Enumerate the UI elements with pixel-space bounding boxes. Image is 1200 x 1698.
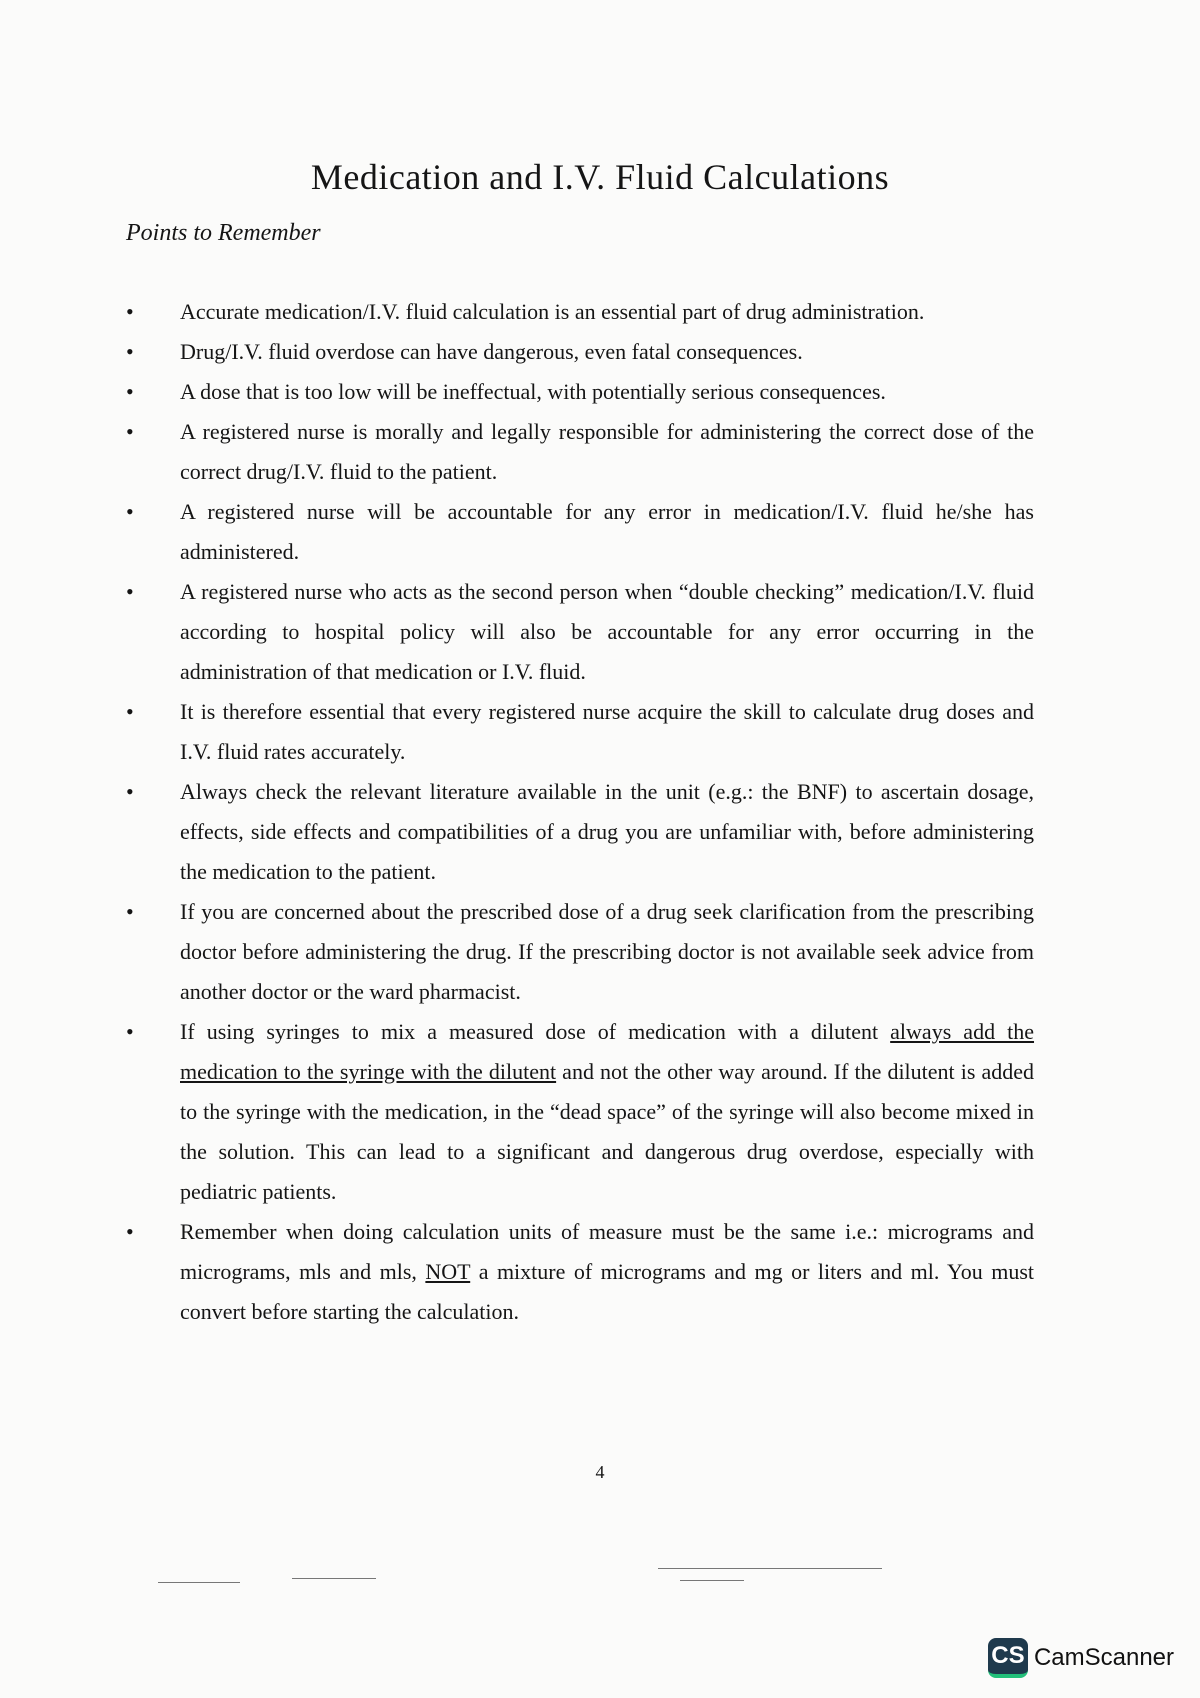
bullet-marker: •: [126, 1019, 134, 1044]
list-item: • A registered nurse who acts as the second person when “double checking” medication/I.V. fluid according to hospital policy will also be accountable for any error occurring in the administration of that medication or I.V. fluid.: [124, 572, 1034, 692]
signature-line: [292, 1578, 376, 1579]
bullet-marker: •: [126, 299, 134, 324]
camscanner-watermark: [988, 1638, 1174, 1678]
list-item: • Always check the relevant literature available in the unit (e.g.: the BNF) to ascertain dosage, effects, side effects and compatibilities of a drug you are unfamiliar with, before administering the medication to the patient.: [124, 772, 1034, 892]
page-number: 4: [595, 1462, 605, 1482]
bullet-marker: •: [126, 779, 134, 804]
camscanner-text: CamScanner: [1033, 1644, 1174, 1671]
camscanner-logo-icon: CS: [988, 1638, 1028, 1678]
list-item: • It is therefore essential that every registered nurse acquire the skill to calculate drug doses and I.V. fluid rates accurately.: [124, 692, 1034, 772]
bullet-marker: •: [126, 419, 134, 444]
signature-line: [658, 1568, 882, 1569]
underlined-emphasis: NOT: [425, 1259, 471, 1284]
list-item: • A registered nurse is morally and legally responsible for administering the correct dose of the correct drug/I.V. fluid to the patient.: [124, 412, 1034, 492]
list-item: • If you are concerned about the prescribed dose of a drug seek clarification from the prescribing doctor before administering the drug. If the prescribing doctor is not available seek advice from another doctor or the ward pharmacist.: [124, 892, 1034, 1012]
list-item: • A dose that is too low will be ineffectual, with potentially serious consequences.: [124, 372, 1034, 412]
bullet-marker: •: [126, 379, 134, 404]
bullet-marker: •: [126, 699, 134, 724]
bullet-list: [124, 292, 1034, 1332]
underlined-emphasis: always add the medication to the syringe with the dilutent: [180, 1019, 1035, 1084]
list-item-units: • Remember when doing calculation units of measure must be the same i.e.: micrograms and micrograms, mls and mls, NOT a mixture of micrograms and mg or liters and ml. You must convert before starting the calculation.: [124, 1212, 1034, 1332]
list-item-syringe: • If using syringes to mix a measured dose of medication with a dilutent always add the medication to the syringe with the dilutent and not the other way around. If the dilutent is added to the syringe with the medication, in the “dead space” of the syringe will also become mixed in the solution. This can lead to a significant and dangerous drug overdose, especially with pediatric patients.: [124, 1012, 1034, 1212]
bullet-marker: •: [126, 579, 134, 604]
bullet-marker: •: [126, 899, 134, 924]
list-item: • Accurate medication/I.V. fluid calculation is an essential part of drug administration.: [124, 292, 1034, 332]
bullet-marker: •: [126, 1219, 134, 1244]
bullet-marker: •: [126, 499, 134, 524]
bullet-marker: •: [126, 339, 134, 364]
section-subheading: Points to Remember: [126, 220, 321, 246]
page-title: Medication and I.V. Fluid Calculations: [310, 157, 890, 198]
signature-line: [680, 1580, 744, 1581]
signature-line: [158, 1582, 240, 1583]
list-item: • Drug/I.V. fluid overdose can have dangerous, even fatal consequences.: [124, 332, 1034, 372]
list-item: • A registered nurse will be accountable for any error in medication/I.V. fluid he/she has administered.: [124, 492, 1034, 572]
